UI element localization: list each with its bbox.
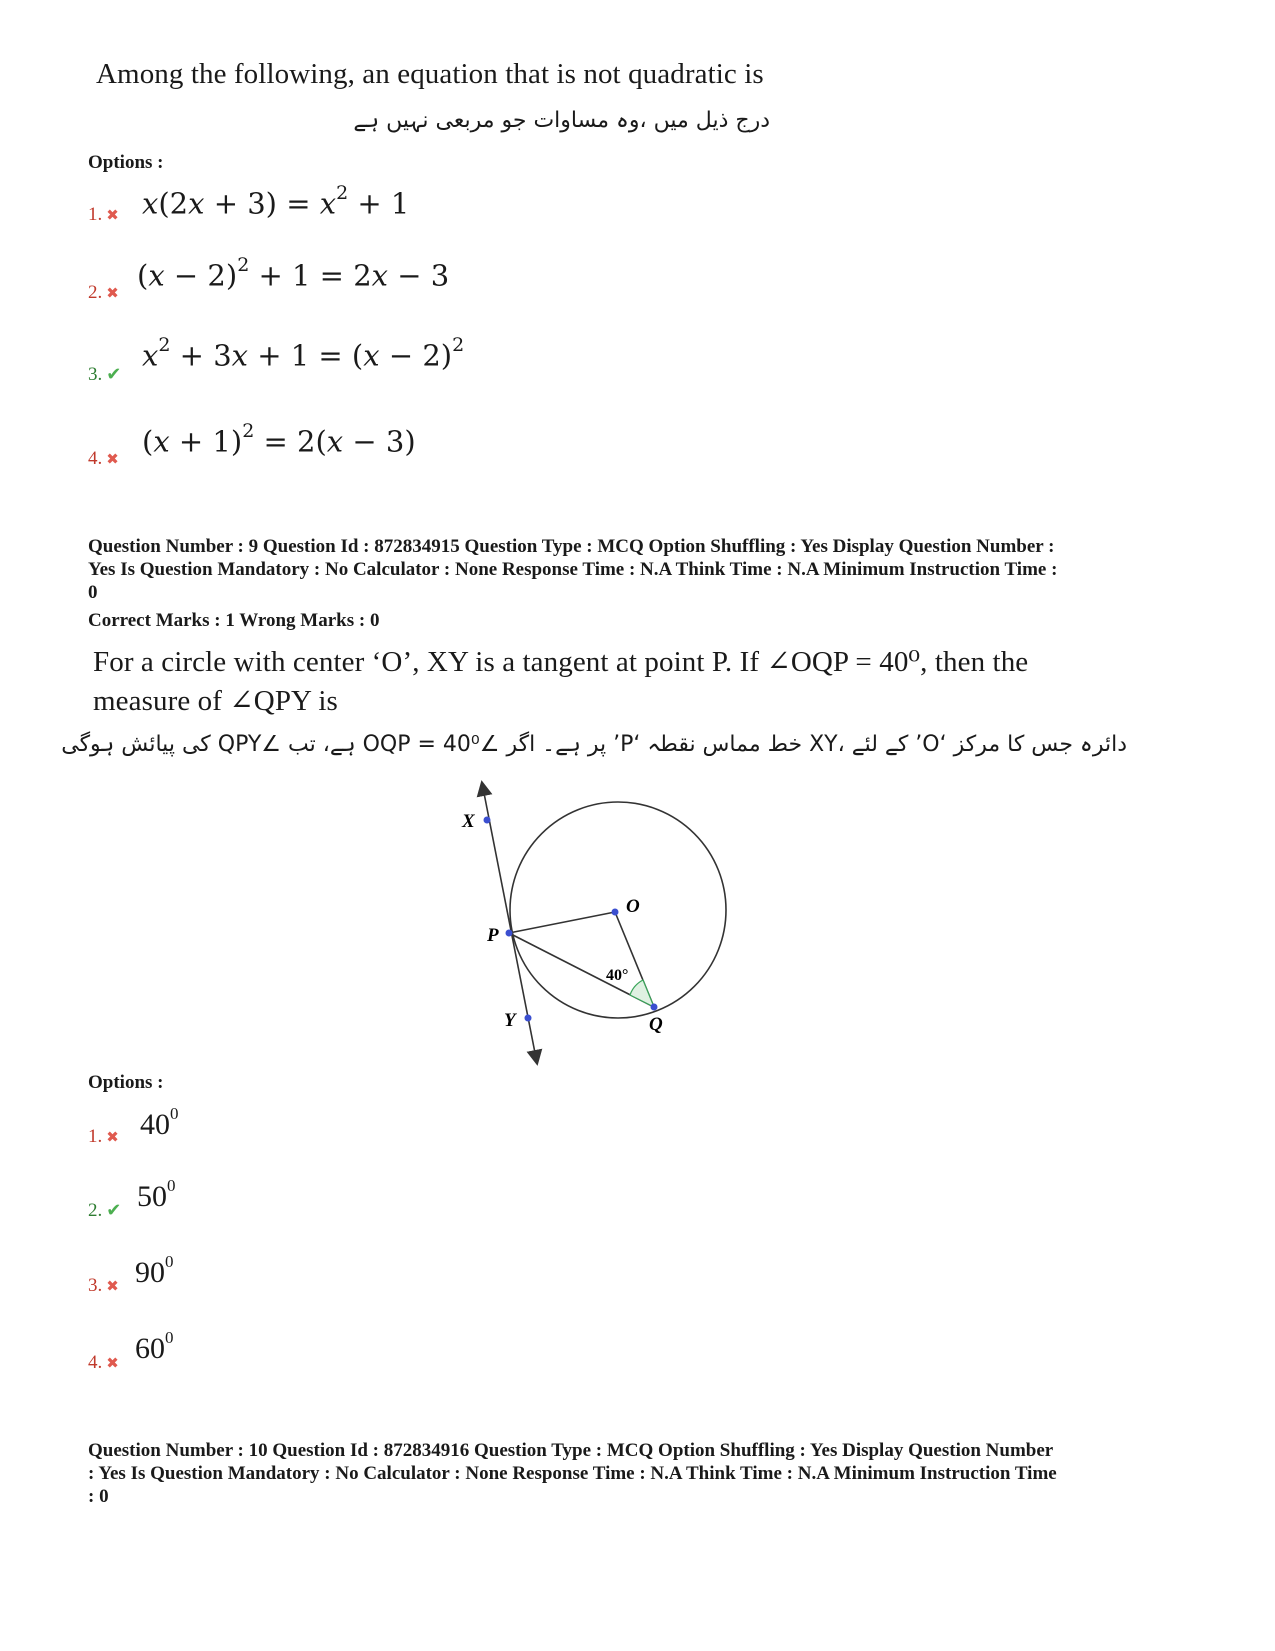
q9-option-2[interactable] (88, 1200, 121, 1222)
q9-option-2-value (137, 1176, 176, 1214)
q8-option-1[interactable] (88, 204, 119, 226)
label-o: O (626, 896, 640, 917)
circle-outline (510, 802, 726, 1018)
option-number: 2. (88, 1200, 103, 1221)
value-number: 90 (135, 1256, 165, 1289)
q8-option-1-expression: $x(2x + 3) = x^2 + 1$ (142, 182, 410, 221)
q9-option-4[interactable] (88, 1352, 119, 1374)
q9-option-3[interactable] (88, 1275, 119, 1297)
option-number: 1. (88, 204, 103, 225)
angle-arc (630, 980, 654, 1007)
value-number: 40 (140, 1108, 170, 1141)
option-number: 3. (88, 1275, 103, 1296)
q9-option-3-value (135, 1252, 174, 1290)
angle-label: 40° (606, 967, 629, 984)
q10-meta (88, 1439, 1198, 1508)
value-superscript: 0 (165, 1328, 174, 1347)
value-superscript: 0 (167, 1176, 176, 1195)
check-icon: ✔ (106, 1200, 122, 1221)
q9-question-line-1: For a circle with center ‘O’, XY is a tangent at point P. If ∠OQP = 40⁰, then the (93, 646, 1029, 678)
q9-option-1[interactable] (88, 1126, 119, 1148)
option-number: 4. (88, 1352, 103, 1373)
q9-question-urdu: دائرہ جس کا مرکز ‘O’ کے لئے ،XY خط مماس نقطہ ‘P’ پر ہے۔ اگر ∠OQP = 40⁰ ہے، تب ∠QPY کی پیائش ہوگی (61, 732, 1127, 757)
point-x (484, 817, 491, 824)
value-superscript: 0 (170, 1104, 179, 1123)
label-x: X (462, 811, 475, 832)
q8-option-3[interactable] (88, 364, 121, 386)
q8-option-2-expression: $(x - 2)^2 + 1 = 2x - 3$ (137, 254, 450, 293)
q9-meta-line-1: Question Number : 9 Question Id : 872834915 Question Type : MCQ Option Shuffling : Yes Display Question Number : (88, 536, 1055, 557)
option-number: 1. (88, 1126, 103, 1147)
q9-option-1-value (140, 1104, 179, 1142)
q9-meta (88, 535, 1198, 604)
label-q: Q (649, 1014, 663, 1035)
q10-meta-line-3: : 0 (88, 1486, 109, 1507)
value-number: 60 (135, 1332, 165, 1365)
q8-option-4[interactable] (88, 448, 119, 470)
q10-meta-line-2: : Yes Is Question Mandatory : No Calculator : None Response Time : N.A Think Time : N.A Minimum Instruction Time (88, 1463, 1057, 1484)
q9-marks: Correct Marks : 1 Wrong Marks : 0 (88, 610, 380, 631)
option-number: 4. (88, 448, 103, 469)
check-icon: ✔ (106, 364, 122, 385)
q9-meta-line-3: 0 (88, 582, 98, 603)
cross-icon: ✖ (106, 450, 119, 468)
option-number: 2. (88, 282, 103, 303)
cross-icon: ✖ (106, 1277, 119, 1295)
value-number: 50 (137, 1180, 167, 1213)
label-p: P (487, 925, 499, 946)
q10-meta-line-1: Question Number : 10 Question Id : 872834916 Question Type : MCQ Option Shuffling : Yes Display Question Number (88, 1440, 1054, 1461)
cross-icon: ✖ (106, 1128, 119, 1146)
point-p (506, 930, 513, 937)
q8-option-4-expression: $(x + 1)^2 = 2(x - 3)$ (142, 420, 416, 459)
circle-tangent-diagram (440, 780, 760, 1070)
cross-icon: ✖ (106, 1354, 119, 1372)
q8-options-label: Options : (88, 152, 164, 173)
q9-options-label: Options : (88, 1072, 164, 1093)
q8-option-2[interactable] (88, 282, 119, 304)
q8-question-text: Among the following, an equation that is not quadratic is (96, 58, 764, 90)
segment-po (509, 912, 615, 933)
q9-option-4-value (135, 1328, 174, 1366)
cross-icon: ✖ (106, 284, 119, 302)
point-q (651, 1004, 658, 1011)
label-y: Y (504, 1010, 516, 1031)
cross-icon: ✖ (106, 206, 119, 224)
q9-question-line-2: measure of ∠QPY is (93, 685, 338, 717)
q8-option-3-expression: $x^2 + 3x + 1 = (x - 2)^2$ (142, 334, 465, 373)
point-o (612, 909, 619, 916)
q8-question-urdu: درج ذیل میں ،وہ مساوات جو مربعی نہیں ہے (353, 108, 770, 133)
option-number: 3. (88, 364, 103, 385)
q9-meta-line-2: Yes Is Question Mandatory : No Calculator : None Response Time : N.A Think Time : N.A Minimum Instruction Time : (88, 559, 1058, 580)
point-y (525, 1015, 532, 1022)
value-superscript: 0 (165, 1252, 174, 1271)
